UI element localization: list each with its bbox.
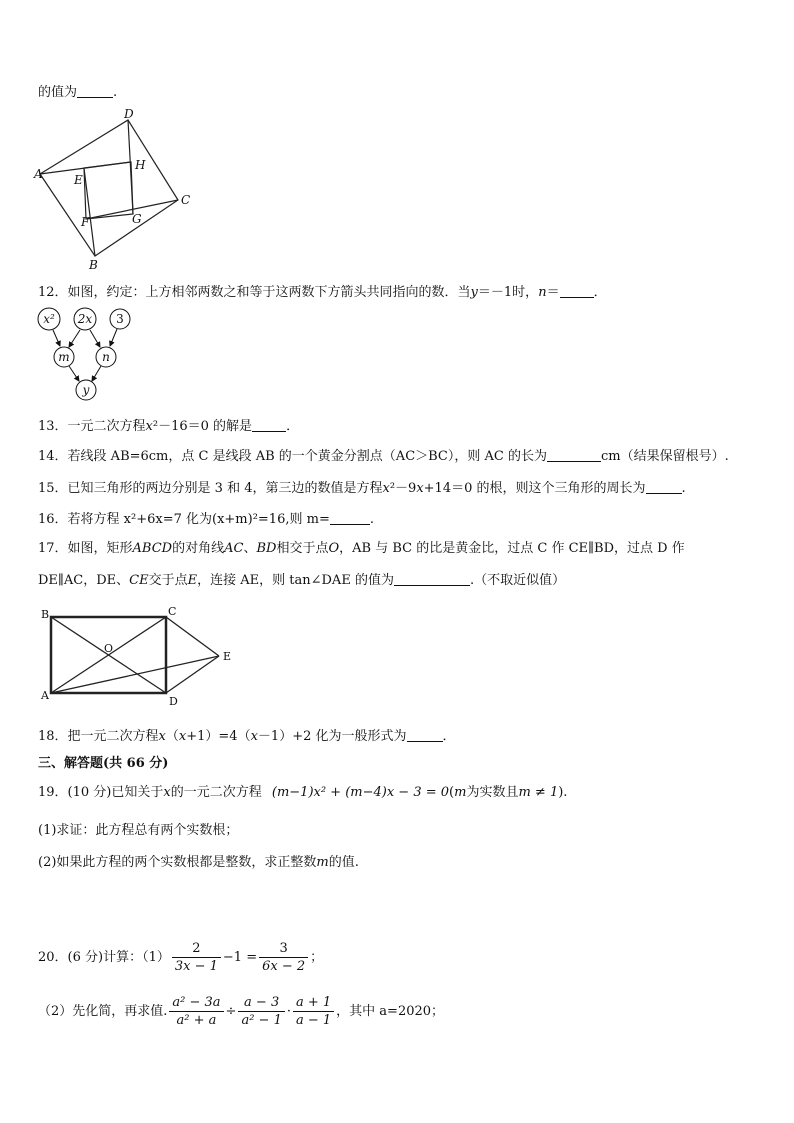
q20-part-2	[38, 994, 444, 1029]
q20-fraction-1	[172, 940, 221, 975]
q19-text-e: ).	[558, 785, 568, 800]
q15-blank[interactable]	[646, 480, 682, 494]
figure-11-square-diagram	[32, 106, 202, 274]
label-A: A	[34, 167, 43, 181]
segment-CE	[166, 617, 219, 656]
q18-line	[38, 728, 456, 745]
q13-line	[38, 418, 299, 435]
label-C: C	[181, 193, 191, 207]
q14-blank[interactable]	[547, 448, 601, 462]
q17-var-ac: AC	[224, 541, 244, 556]
q18-var-x3: x	[250, 729, 258, 744]
q17-var-ce: CE	[129, 573, 149, 588]
q20-g3-den: a − 1	[295, 1013, 332, 1028]
q17-var-o: O	[328, 541, 340, 556]
q20-g1-den: a² + a	[176, 1013, 217, 1028]
q20-fraction-g1	[169, 994, 223, 1029]
label-C: C	[168, 605, 177, 618]
q20-part-1	[38, 940, 323, 975]
q15-text-b: ²－9	[389, 481, 417, 496]
section-3-heading: 三、解答题(共 66 分)	[38, 756, 169, 771]
q20-g2-den: a² − 1	[241, 1013, 282, 1028]
q12-blank[interactable]	[560, 284, 594, 298]
q14-line	[38, 448, 729, 465]
q19-text-c: (	[449, 785, 455, 800]
q16-end: .	[369, 512, 374, 527]
q11-blank[interactable]	[77, 84, 113, 98]
label-E: E	[223, 650, 232, 663]
q20-fraction-2-num: 3	[259, 940, 308, 958]
label-F: F	[81, 215, 90, 229]
q20-fraction-2	[259, 940, 308, 975]
arrow-3-n	[110, 329, 117, 346]
q20-mid: −1 =	[222, 950, 258, 965]
q18-text-a: 18．把一元二次方程	[38, 729, 159, 744]
q17-text-f: DE∥AC，DE、	[38, 573, 130, 588]
q17-text-b: 的对角线	[172, 541, 225, 556]
q19-text-d: 为实数且	[466, 785, 519, 800]
q16-text-a: 16．若将方程 x²+6x=7 化为(x+m)²=16,则 m=	[38, 512, 330, 527]
q18-var-x: x	[158, 729, 166, 744]
q17-text-i: .（不取近似值）	[469, 573, 566, 588]
segment-AE	[51, 656, 219, 693]
q12-line	[38, 284, 607, 301]
figure-12-arrow-tree	[36, 306, 146, 402]
q14-text-b: cm（结果保留根号）.	[600, 449, 729, 464]
q19-condition: m ≠ 1	[518, 785, 559, 800]
arrow-n-y	[92, 366, 101, 381]
q12-text-a: 12．如图，约定：上方相邻两数之和等于这两数下方箭头共同指向的数．当	[38, 285, 471, 300]
q17-var-bd: BD	[256, 541, 277, 556]
q17-var-e: E	[187, 573, 198, 588]
node-y-label: y	[82, 383, 90, 397]
q19-text-b: 的一元二次方程	[170, 785, 262, 800]
q11-answer-line	[38, 84, 117, 101]
q13-text-a: 13．一元二次方程	[38, 419, 146, 434]
q19-part-1: (1)求证：此方程总有两个实数根；	[38, 823, 239, 838]
q15-end: .	[681, 481, 686, 496]
q20-fraction-1-num: 2	[172, 940, 221, 958]
q17-text-e: ，AB 与 BC 的比是黄金比，过点 C 作 CE∥BD，过点 D 作	[339, 541, 685, 556]
arrow-m-y	[69, 366, 79, 381]
q15-var-x: x	[382, 481, 390, 496]
q19-text-a: 19．(10 分)已知关于	[38, 785, 164, 800]
q19-part-2-text-a: (2)如果此方程的两个实数根都是整数，求正整数	[38, 855, 317, 870]
q19-part-2	[38, 855, 359, 871]
q18-var-x2: x	[178, 729, 187, 744]
label-B: B	[41, 608, 50, 621]
q12-end: ．	[593, 285, 607, 300]
arrow-2x-n	[90, 330, 100, 347]
q17-line-2	[38, 572, 565, 589]
q13-text-b: ²－16＝0 的解是	[152, 419, 253, 434]
q20-semi: ；	[310, 950, 324, 965]
q17-text-c: 、	[243, 541, 257, 556]
q13-end: ．	[286, 419, 300, 434]
q20-text-a: 20．(6 分)计算：（1）	[38, 950, 170, 965]
node-m-label: m	[58, 350, 70, 364]
label-B: B	[89, 258, 98, 272]
q14-text-a: 14．若线段 AB=6cm，点 C 是线段 AB 的一个黄金分割点（AC＞BC），则 AC 的长为	[38, 449, 547, 464]
q20-part-2-text-a: （2）先化简，再求值.	[38, 1004, 168, 1019]
q20-g1-num: a² − 3a	[169, 994, 223, 1012]
q11-end: .	[113, 85, 118, 100]
q20-fraction-1-den: 3x − 1	[174, 959, 218, 974]
label-D: D	[124, 107, 134, 121]
q15-line	[38, 480, 686, 497]
q17-line-1	[38, 541, 685, 557]
node-x2-label: x²	[43, 312, 55, 326]
q18-text-c: +1）=4（	[186, 729, 251, 744]
label-D: D	[169, 695, 178, 708]
q19-equation: (m−1)x² + (m−4)x − 3 = 0	[271, 785, 450, 800]
label-O: O	[104, 642, 114, 655]
q15-text-c: +14＝0 的根，则这个三角形的周长为	[423, 481, 646, 496]
q20-part-2-text-b: ，其中 a=2020；	[336, 1004, 445, 1019]
q18-text-b: （	[165, 729, 179, 744]
q20-fraction-g3	[293, 994, 334, 1029]
q18-blank[interactable]	[407, 728, 443, 742]
q20-g3-num: a + 1	[293, 994, 334, 1012]
label-H: H	[135, 158, 146, 172]
label-A: A	[41, 689, 49, 702]
q16-blank[interactable]	[330, 511, 370, 525]
q13-blank[interactable]	[252, 418, 286, 432]
q15-var-x2: x	[416, 481, 424, 496]
q17-blank[interactable]	[394, 572, 470, 586]
q12-var-y: y	[470, 285, 478, 300]
q12-text-b: ＝－1时，	[477, 285, 539, 300]
q19-part-2-var-m: m	[316, 855, 329, 870]
q15-text-a: 15．已知三角形的两边分别是 3 和 4，第三边的数值是方程	[38, 481, 383, 496]
q17-text-d: 相交于点	[276, 541, 329, 556]
q19-var-m: m	[454, 785, 467, 800]
outer-quadrilateral	[40, 120, 178, 256]
q20-dot: ·	[286, 1004, 291, 1019]
arrow-x2-m	[53, 330, 60, 346]
node-3-label: 3	[116, 312, 124, 326]
label-E: E	[74, 173, 83, 187]
node-2x-label: 2x	[77, 312, 93, 326]
q20-fraction-g2	[238, 994, 284, 1029]
q12-text-c: ＝	[546, 285, 560, 300]
arrow-2x-m	[69, 330, 80, 347]
q16-line	[38, 511, 374, 528]
node-n-label: n	[102, 350, 110, 364]
q18-end: ．	[442, 729, 456, 744]
q20-divide: ÷	[225, 1004, 237, 1019]
q19-part-2-text-b: 的值.	[328, 855, 359, 870]
q19-var-x: x	[163, 785, 171, 800]
q18-text-d: －1）+2 化为一般形式为	[257, 729, 407, 744]
q20-fraction-2-den: 6x − 2	[262, 959, 306, 974]
q13-var-x: x	[145, 419, 153, 434]
q11-text: 的值为	[38, 85, 78, 100]
q17-text-a: 17．如图，矩形	[38, 541, 133, 556]
q17-text-g: 交于点	[148, 573, 188, 588]
q17-text-h: ，连接 AE，则 tan∠DAE 的值为	[197, 573, 394, 588]
figure-17-rectangle-diagram	[38, 604, 238, 710]
q12-var-n: n	[538, 285, 547, 300]
q20-g2-num: a − 3	[238, 994, 284, 1012]
q19-line	[38, 785, 567, 801]
q17-var-abcd: ABCD	[132, 541, 173, 556]
label-G: G	[132, 212, 142, 226]
